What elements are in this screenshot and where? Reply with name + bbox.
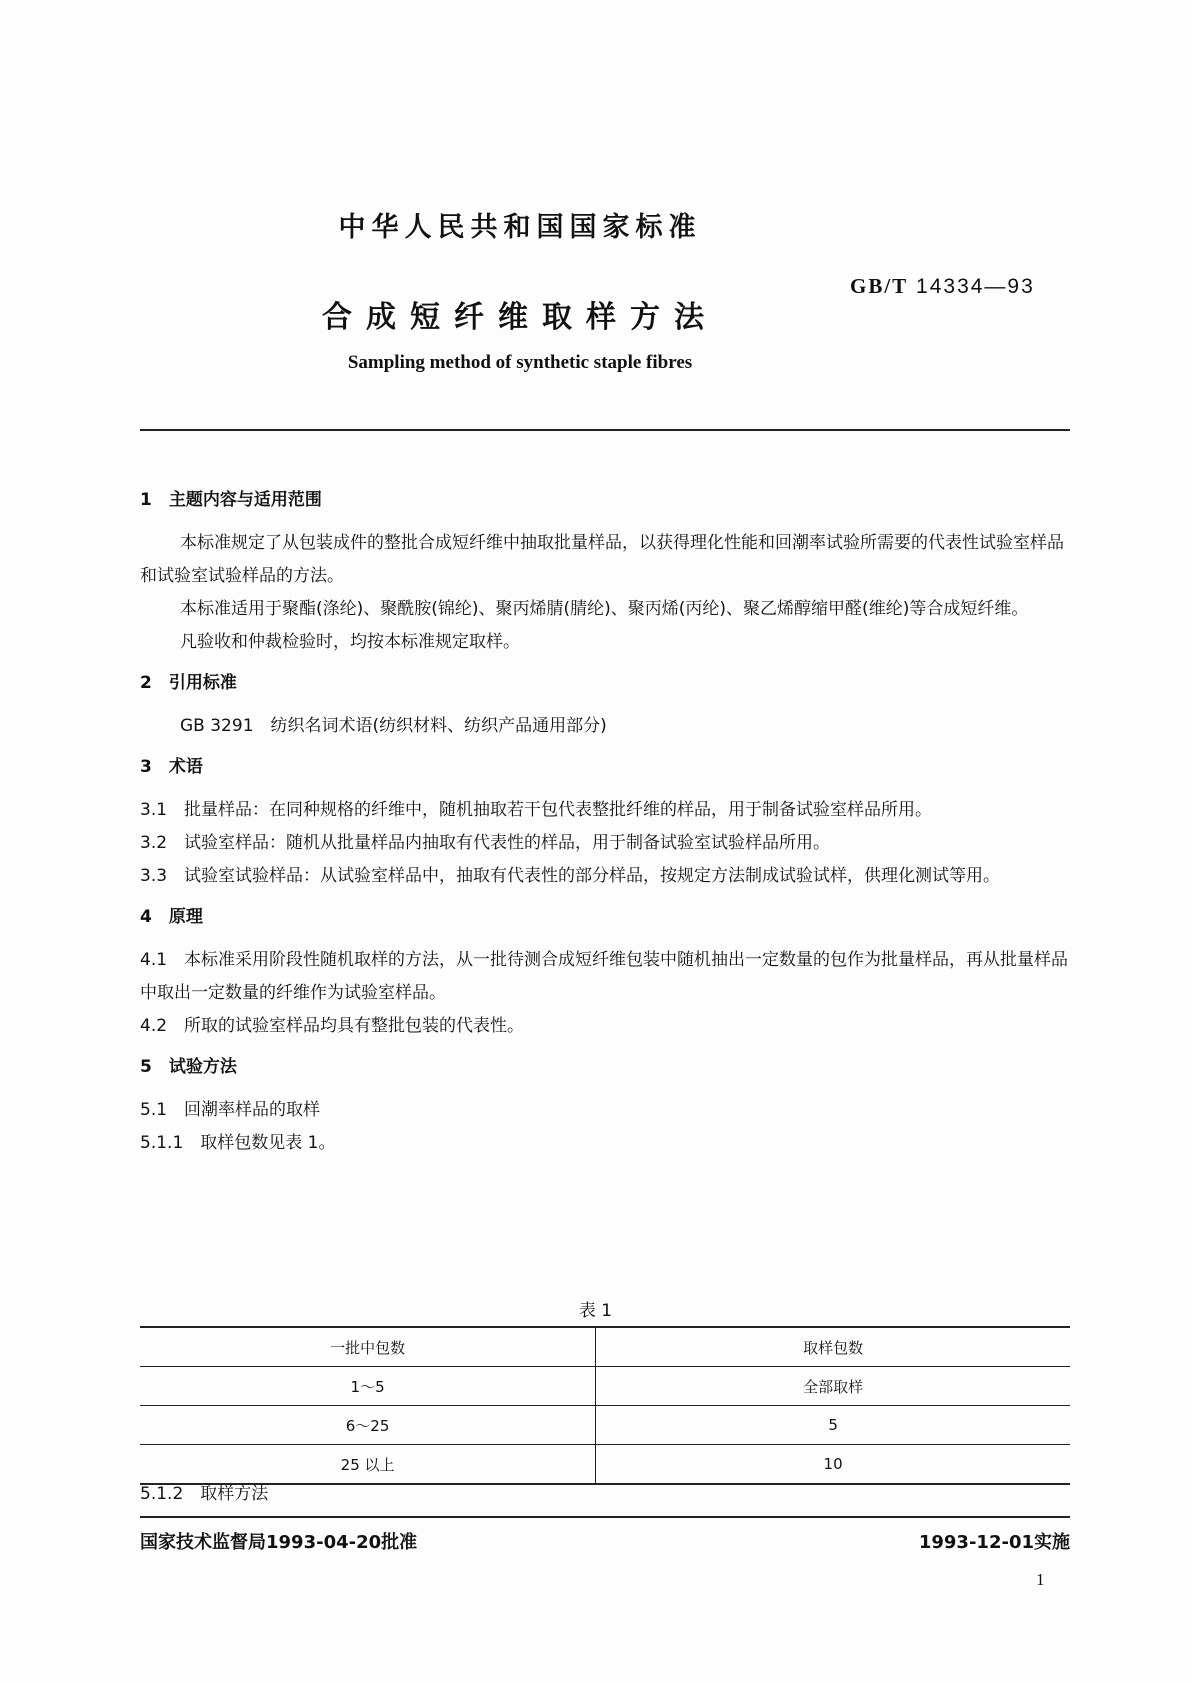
table-cell: 10 xyxy=(596,1445,1070,1485)
page-number: 1 xyxy=(1036,1570,1045,1589)
table-caption: 表 1 xyxy=(578,1301,613,1321)
clause-5-1-2: 5.1.2 取样方法 xyxy=(140,1484,269,1504)
section-1-heading: 1 主题内容与适用范围 xyxy=(140,490,322,510)
paragraph: 凡验收和仲裁检验时，均按本标准规定取样。 xyxy=(180,632,520,652)
paragraph: 本标准适用于聚酯(涤纶)、聚酰胺(锦纶)、聚丙烯腈(腈纶)、聚丙烯(丙纶)、聚乙烯醇缩甲醛(维纶)等合成短纤维。 xyxy=(180,599,1029,619)
national-standard-heading: 中华人民共和国国家标准 xyxy=(338,212,702,243)
body-text xyxy=(140,484,1070,1160)
document-title: 合成短纤维取样方法 xyxy=(322,300,718,335)
section-4-heading: 4 原理 xyxy=(140,907,203,927)
table-cell: 6～25 xyxy=(140,1406,596,1445)
code-number: 14334—93 xyxy=(916,275,1035,298)
code-prefix: GB/T xyxy=(850,274,909,298)
table-cell: 全部取样 xyxy=(596,1367,1070,1406)
header-divider xyxy=(140,429,1070,431)
approval-date: 国家技术监督局1993-04-20批准 xyxy=(140,1532,418,1553)
table-row xyxy=(140,1445,1070,1485)
clause-5-1-1: 5.1.1 取样包数见表 1。 xyxy=(140,1133,336,1153)
table-cell: 1～5 xyxy=(140,1367,596,1406)
footer-divider xyxy=(140,1516,1070,1518)
table-cell: 5 xyxy=(596,1406,1070,1445)
section-5-heading: 5 试验方法 xyxy=(140,1057,237,1077)
header-cell: 取样包数 xyxy=(596,1327,1070,1367)
effective-date: 1993-12-01实施 xyxy=(918,1532,1070,1553)
clause-3-3: 3.3 试验室试验样品：从试验室样品中，抽取有代表性的部分样品，按规定方法制成试验试样，供理化测试等用。 xyxy=(140,866,1001,886)
document-title-en: Sampling method of synthetic staple fibres xyxy=(347,352,693,373)
clause-4-1: 4.1 本标准采用阶段性随机取样的方法，从一批待测合成短纤维包装中随机抽出一定数量的包作为批量样品，再从批量样品中取出一定数量的纤维作为试验室样品。 xyxy=(140,950,1069,1003)
section-2-heading: 2 引用标准 xyxy=(140,673,237,693)
table-row xyxy=(140,1367,1070,1406)
clause-5-1: 5.1 回潮率样品的取样 xyxy=(140,1100,321,1120)
paragraph: GB 3291 纺织名词术语(纺织材料、纺织产品通用部分) xyxy=(180,716,607,736)
clause-3-1: 3.1 批量样品：在同种规格的纤维中，随机抽取若干包代表整批纤维的样品，用于制备试验室样品所用。 xyxy=(140,800,933,820)
sampling-table xyxy=(140,1326,1070,1485)
header-cell: 一批中包数 xyxy=(140,1327,596,1367)
table-header-row xyxy=(140,1327,1070,1367)
table-cell: 25 以上 xyxy=(140,1445,596,1485)
section-3-heading: 3 术语 xyxy=(140,757,203,777)
table-row xyxy=(140,1406,1070,1445)
clause-3-2: 3.2 试验室样品：随机从批量样品内抽取有代表性的样品，用于制备试验室试验样品所用。 xyxy=(140,833,831,853)
clause-4-2: 4.2 所取的试验室样品均具有整批包装的代表性。 xyxy=(140,1016,525,1036)
paragraph: 本标准规定了从包装成件的整批合成短纤维中抽取批量样品，以获得理化性能和回潮率试验所需要的代表性试验室样品和试验室试验样品的方法。 xyxy=(140,533,1064,586)
